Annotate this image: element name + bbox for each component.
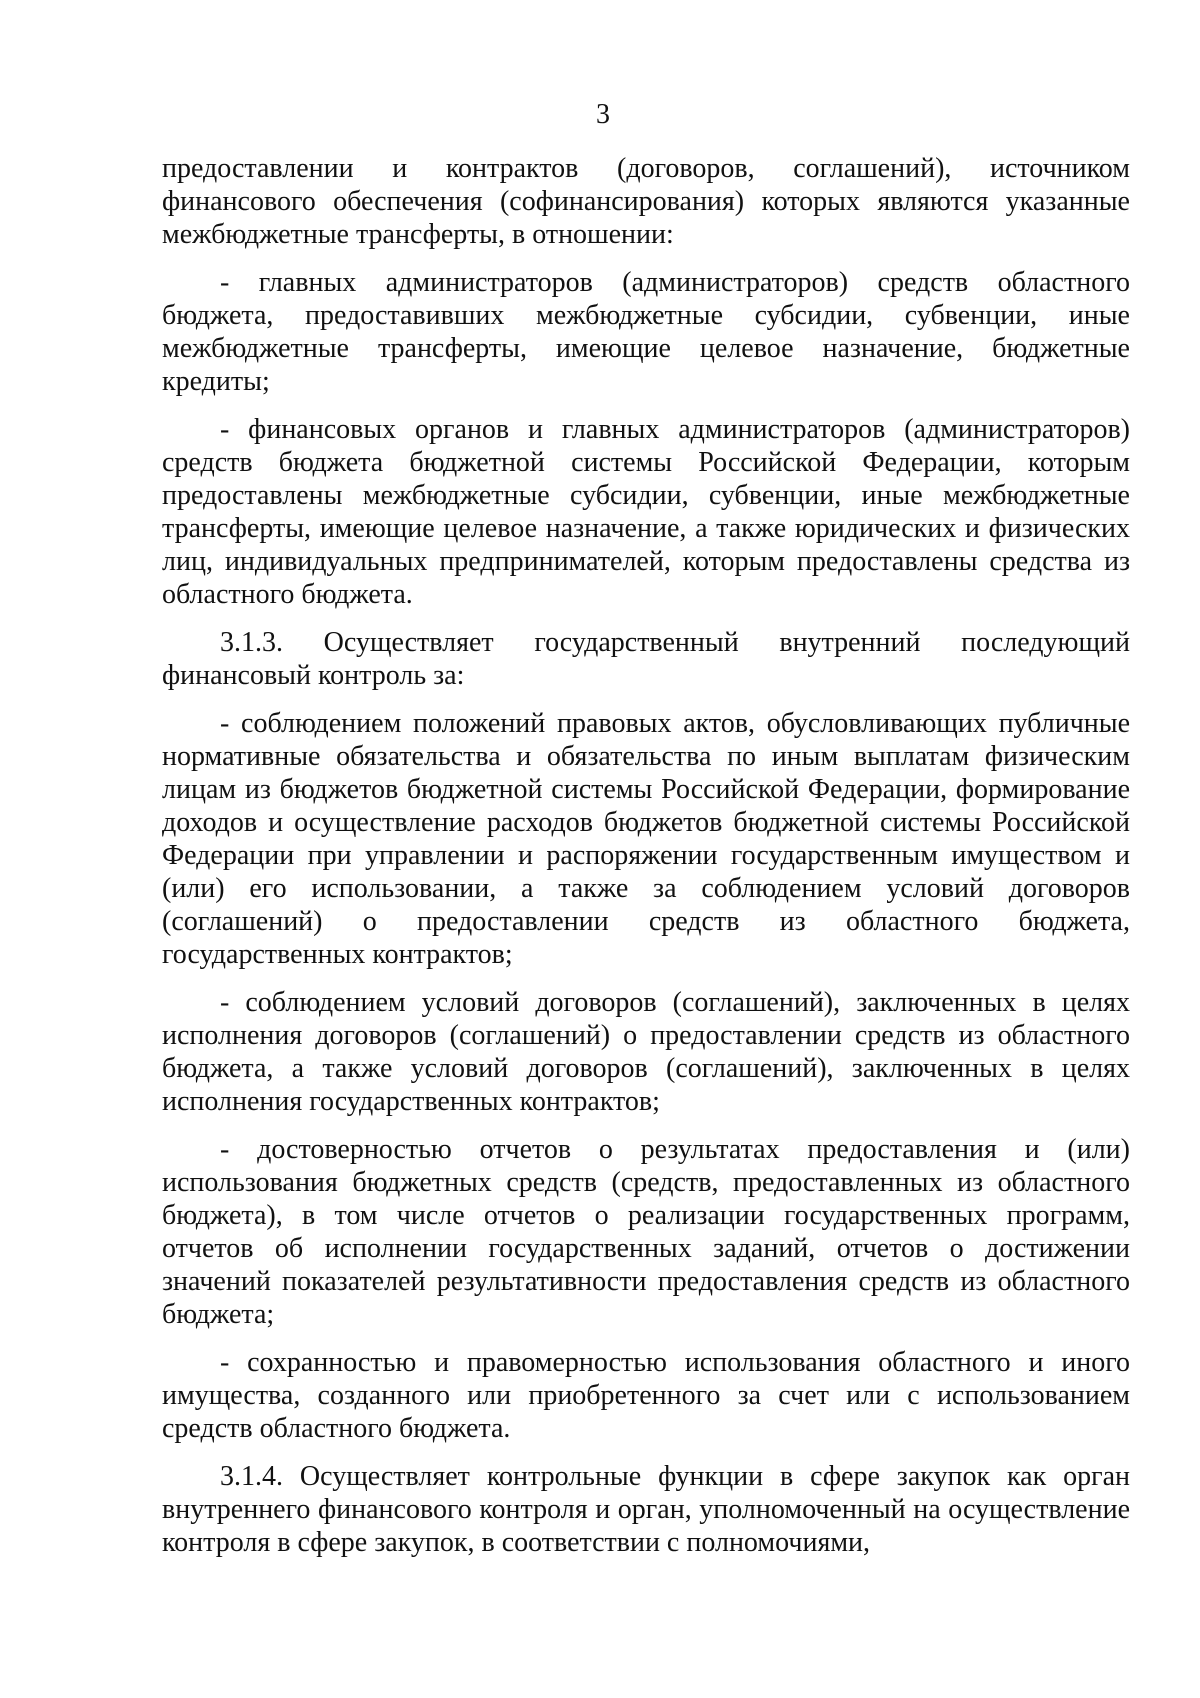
paragraph-continuation: предоставлении и контрактов (договоров, соглашений), источником финансового обеспечения (софинансирования) которых являются указанные межбюджетные трансферты, в отношении: <box>162 153 1130 250</box>
document-body <box>162 152 1130 1573</box>
list-item-property-safety: - сохранностью и правомерностью использования областного и иного имущества, созданного или приобретенного за счет или с использованием средств областного бюджета. <box>162 1347 1130 1444</box>
list-item-legal-acts-compliance: - соблюдением положений правовых актов, обусловливающих публичные нормативные обязательства и обязательства по иным выплатам физическим лицам из бюджетов бюджетной системы Российской Федерации, формирование доходов и осуществление расходов бюджетов бюджетной системы Российской Федерации при управлении и распоряжении государственным имуществом и (или) его использовании, а также за соблюдением условий договоров (соглашений) о предоставлении средств из областного бюджета, государственных контрактов; <box>162 708 1130 970</box>
list-item-chief-administrators: - главных администраторов (администраторов) средств областного бюджета, предоставивших межбюджетные субсидии, субвенции, иные межбюджетные трансферты, имеющие целевое назначение, бюджетные кредиты; <box>162 267 1130 397</box>
list-item-contract-conditions: - соблюдением условий договоров (соглашений), заключенных в целях исполнения договоров (соглашений) о предоставлении средств из областного бюджета, а также условий договоров (соглашений), заключенных в целях исполнения государственных контрактов; <box>162 987 1130 1117</box>
page-number: 3 <box>596 99 610 130</box>
clause-3-1-3: 3.1.3. Осуществляет государственный внутренний последующий финансовый контроль за: <box>162 627 1130 691</box>
clause-3-1-4: 3.1.4. Осуществляет контрольные функции в сфере закупок как орган внутреннего финансового контроля и орган, уполномоченный на осуществление контроля в сфере закупок, в соответствии с полномочиями, <box>162 1461 1130 1558</box>
list-item-financial-bodies: - финансовых органов и главных администраторов (администраторов) средств бюджета бюджетной системы Российской Федерации, которым предоставлены межбюджетные субсидии, субвенции, иные межбюджетные трансферты, имеющие целевое назначение, а также юридических и физических лиц, индивидуальных предпринимателей, которым предоставлены средства из областного бюджета. <box>162 414 1130 610</box>
list-item-report-reliability: - достоверностью отчетов о результатах предоставления и (или) использования бюджетных средств (средств, предоставленных из областного бюджета), в том числе отчетов о реализации государственных программ, отчетов об исполнении государственных заданий, отчетов о достижении значений показателей результативности предоставления средств из областного бюджета; <box>162 1134 1130 1330</box>
